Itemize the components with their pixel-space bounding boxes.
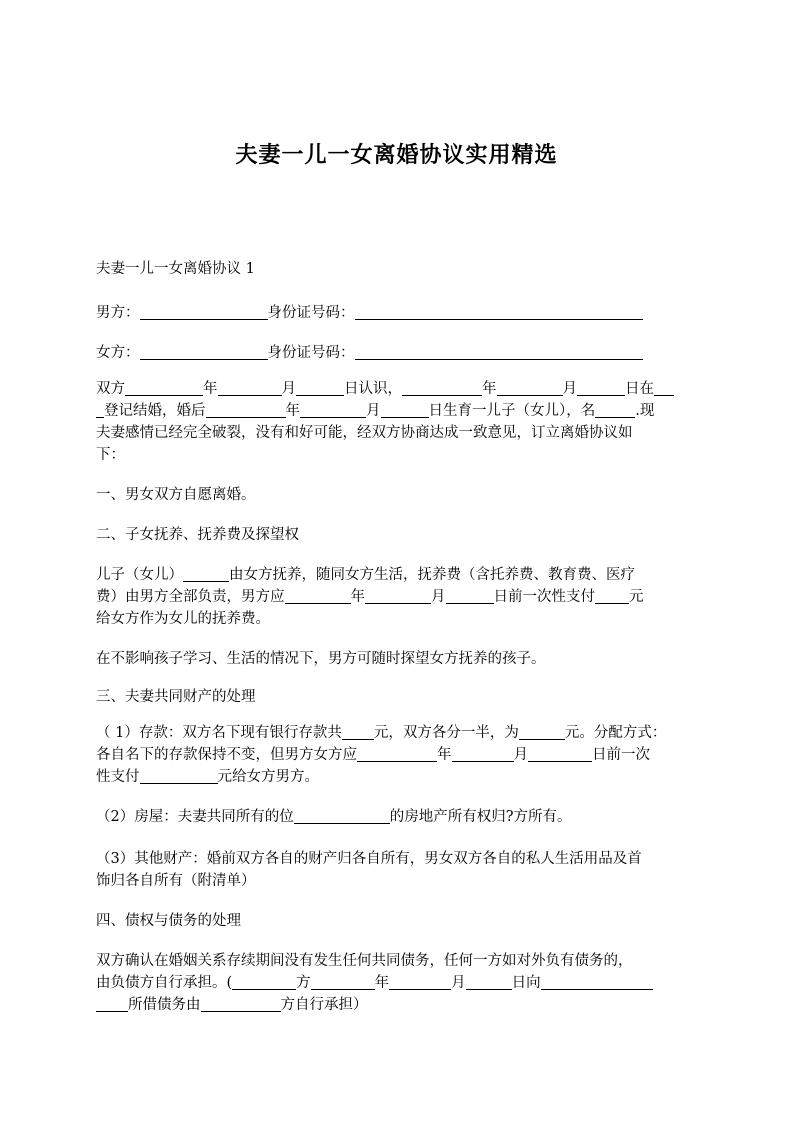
blank [285,587,351,604]
male-name-blank [140,303,268,320]
deposit-line-2: 各自名下的存款保持不变，但男方女方应 年 月 日前一次 [96,747,650,763]
male-label: 男方： [96,305,140,321]
blank [466,973,512,990]
blank [541,973,653,990]
custody-line-3: 给女方作为女儿的抚养费。 [96,611,270,627]
intro-line-4: 下： [96,447,125,463]
deposit-line-3: 性支付 元给女方男方。 [96,769,319,785]
female-label: 女方： [96,345,140,361]
blank [452,745,514,762]
debt-paragraph [96,950,700,1016]
blank [96,995,128,1012]
debt-line-2: 由负债方自行承担。( 方 年 月 日向 [96,972,700,994]
female-name-blank [140,343,268,360]
deposit-line-1: （ 1）存款：双方名下现有银行存款共 元，双方各分一半，为 元。分配方式： [96,725,667,741]
section-3-heading: 三、夫妻共同财产的处理 [96,689,256,705]
blank [218,379,282,396]
custody-line-1: 儿子（女儿） 由女方抚养，随同女方生活，抚养费（含托养费、教育费、医疗 [96,567,635,583]
custody-line-2: 费）由男方全部负责，男方应 年 月 日前一次性支付 元 [96,589,644,605]
male-party-line [96,302,700,324]
female-id-label: 身份证号码： [267,345,355,361]
female-id-blank [355,343,643,360]
blank [595,587,629,604]
visitation-paragraph: 在不影响孩子学习、生活的情况下，男方可随时探望女方抚养的孩子。 [96,651,546,667]
house-paragraph: （2）房屋：夫妻共同所有的位 的房地产所有权归?方所有。 [96,809,572,825]
agreement-heading: 夫妻一儿一女离婚协议 1 [96,261,255,277]
other-property-line-1: （3）其他财产：婚前双方各自的财产归各自所有，男女双方各自的私人生活用品及首 [96,851,642,867]
blank [140,767,218,784]
section-2-heading: 二、子女抚养、抚养费及探望权 [96,527,299,543]
blank [300,401,366,418]
blank [201,995,281,1012]
blank [528,745,592,762]
blank [232,973,296,990]
blank [389,973,451,990]
blank [125,379,203,396]
intro-line-1: 双方 年 月 日认识， 年 月 日在 [96,378,700,400]
document-title: 夫妻一儿一女离婚协议实用精选 [235,143,558,168]
other-property-line-2: 饰归各自所有（附清单） [96,873,256,889]
blank [311,973,375,990]
blank [183,565,229,582]
intro-line-3: 夫妻感情已经完全破裂，没有和好可能，经双方协商达成一致意见，订立离婚协议如 [96,425,633,441]
blank [294,807,390,824]
female-party-line [96,342,700,364]
male-id-blank [355,303,643,320]
blank [577,379,625,396]
blank [519,723,565,740]
section-4-heading: 四、债权与债务的处理 [96,913,241,929]
debt-line-1: 双方确认在婚姻关系存续期间没有发生任何共同债务，任何一方如对外负有债务的， [96,953,633,969]
blank [381,401,429,418]
blank [595,401,635,418]
male-id-label: 身份证号码： [267,305,355,321]
blank [342,723,374,740]
blank [206,401,286,418]
blank [357,745,437,762]
blank [296,379,344,396]
blank [96,401,104,418]
debt-line-3: 所借债务由 方自行承担） [96,994,700,1016]
blank [497,379,563,396]
blank [446,587,494,604]
intro-paragraph [96,378,700,466]
blank [402,379,482,396]
other-property-paragraph [96,848,700,892]
deposit-paragraph [96,722,700,788]
intro-line-2: 登记结婚，婚后 年 月 日生育一儿子（女儿），名 .现 [96,400,700,422]
blank [654,379,674,396]
custody-paragraph [96,564,700,630]
section-1-heading: 一、男女双方自愿离婚。 [96,487,256,503]
blank [365,587,431,604]
